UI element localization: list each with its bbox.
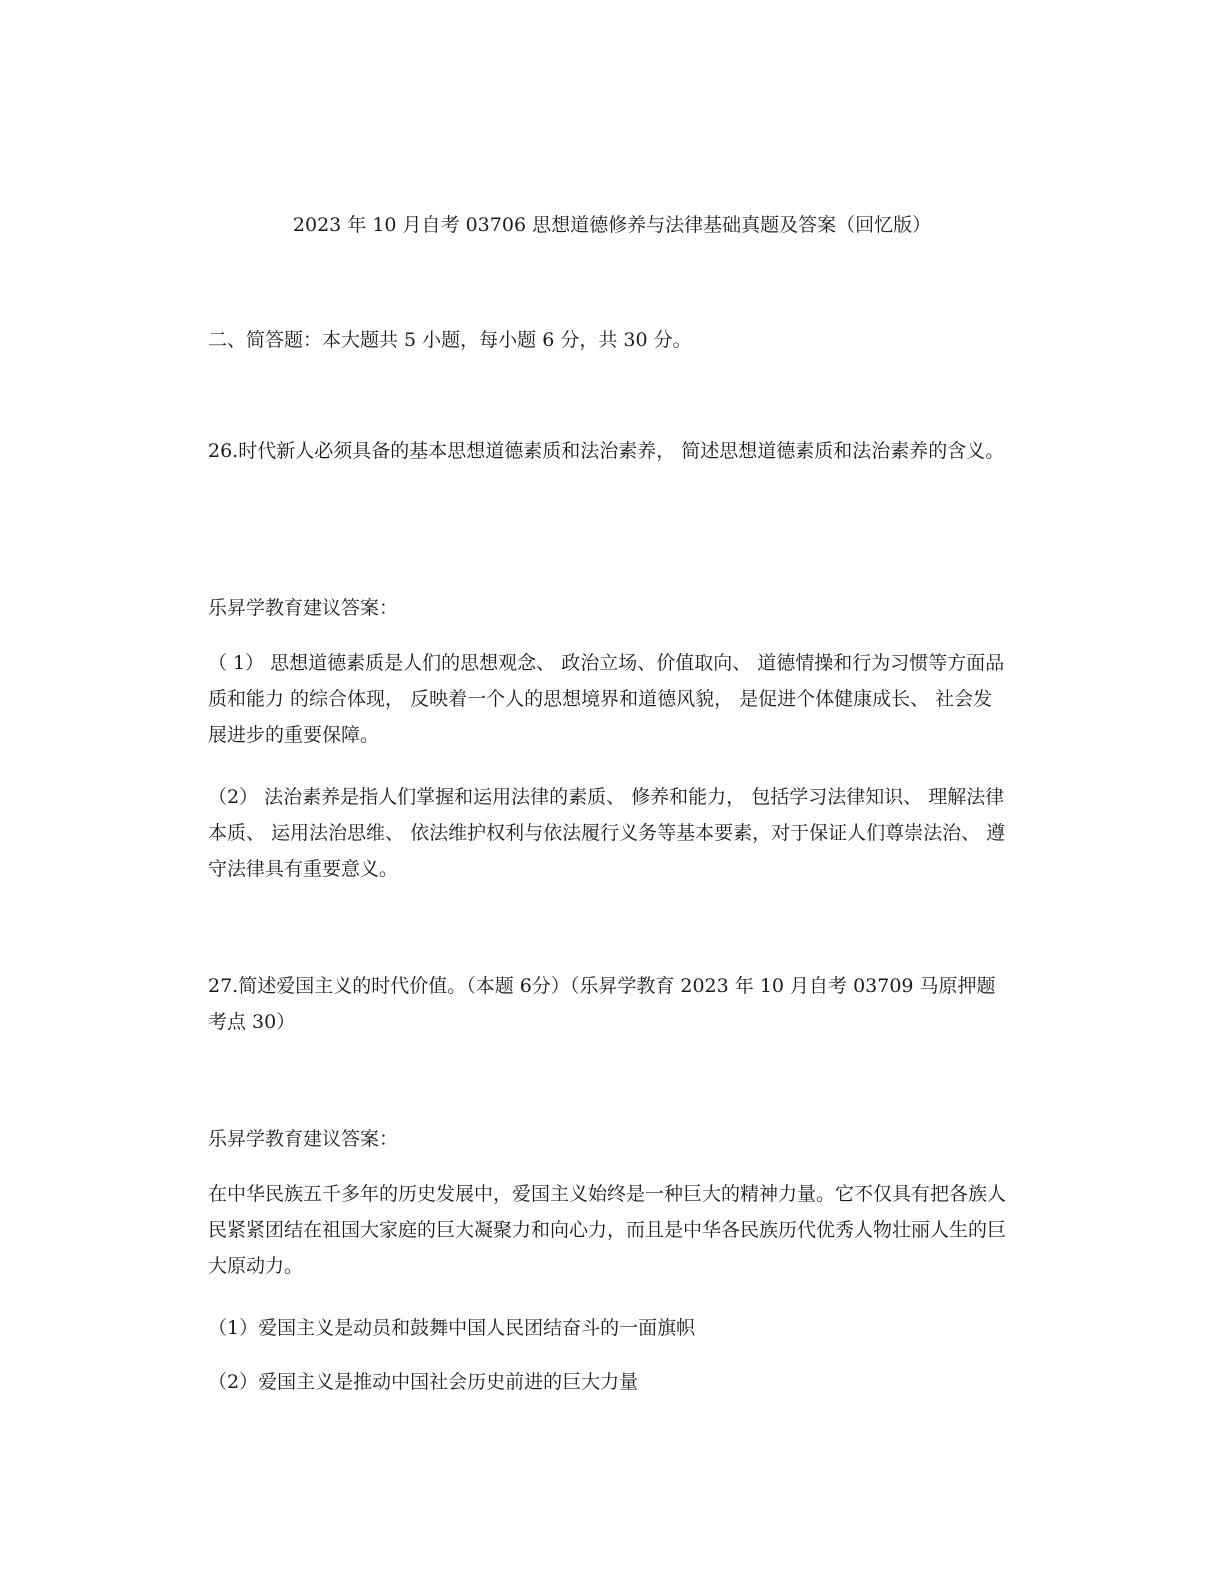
answer-27-point-2: （2）爱国主义是推动中国社会历史前进的巨大力量 [208,1371,639,1393]
answer-label-27: 乐昇学教育建议答案： [208,1128,399,1150]
answer-27-intro: 在中华民族五千多年的历史发展中，爱国主义始终是一种巨大的精神力量。它不仅具有把各族人民紧紧团结在祖国大家庭的巨大凝聚力和向心力，而且是中华各民族历代优秀人物壮丽人生的巨大原动力。 [208,1183,1007,1277]
answer-26-point-1: （ 1） 思想道德素质是人们的思想观念、 政治立场、价值取向、 道德情操和行为习惯等方面品质和能力 的综合体现， 反映着一个人的思想境界和道德风貌， 是促进个体健康成长、 社会发展进步的重要保障。 [208,652,1005,746]
question-26: 26.时代新人必须具备的基本思想道德素质和法治素养， 简述思想道德素质和法治素养的含义。 [208,440,1005,462]
document-title: 2023 年 10 月自考 03706 思想道德修养与法律基础真题及答案（回忆版） [292,214,932,236]
answer-26-point-2: （2） 法治素养是指人们掌握和运用法律的素质、 修养和能力， 包括学习法律知识、 理解法律本质、 运用法治思维、 依法维护权利与依法履行义务等基本要素，对于保证人们尊崇法治、 遵守法律具有重要意义。 [208,786,1006,880]
answer-27-point-1: （1）爱国主义是动员和鼓舞中国人民团结奋斗的一面旗帜 [208,1317,696,1339]
question-27: 27.简述爱国主义的时代价值。（本题 6分）（乐昇学教育 2023 年 10 月自考 03709 马原押题考点 30） [208,975,996,1033]
section-heading: 二、简答题：本大题共 5 小题，每小题 6 分，共 30 分。 [208,329,692,351]
answer-label-26: 乐昇学教育建议答案： [208,597,399,619]
